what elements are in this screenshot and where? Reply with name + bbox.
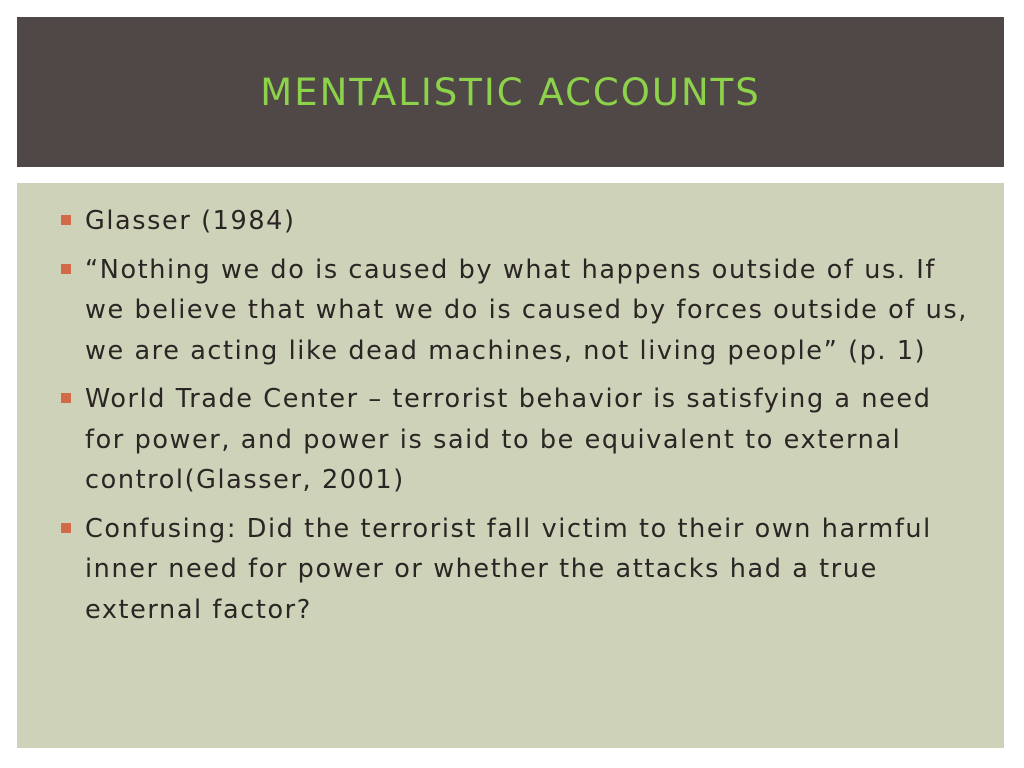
bullet-text: “Nothing we do is caused by what happens outside of us. If we believe that what we do is caused by forces outside of us, we are acting like dead machines, not living people” (p. 1) [85, 254, 968, 366]
slide-title: MENTALISTIC ACCOUNTS [260, 70, 761, 114]
content-box [17, 183, 1004, 748]
bullet-item [57, 250, 974, 372]
bullet-text: Glasser (1984) [85, 206, 296, 236]
bullet-list [57, 201, 974, 630]
square-bullet-icon [61, 264, 71, 274]
bullet-item [57, 201, 974, 242]
title-bar [17, 17, 1004, 167]
bullet-item [57, 379, 974, 501]
square-bullet-icon [61, 393, 71, 403]
bullet-item [57, 509, 974, 631]
square-bullet-icon [61, 523, 71, 533]
square-bullet-icon [61, 215, 71, 225]
bullet-text: World Trade Center – terrorist behavior is satisfying a need for power, and power is said to be equivalent to external control(Glasser, 2001) [85, 384, 932, 495]
bullet-text: Confusing: Did the terrorist fall victim to their own harmful inner need for power or whether the attacks had a true external factor? [85, 513, 932, 625]
